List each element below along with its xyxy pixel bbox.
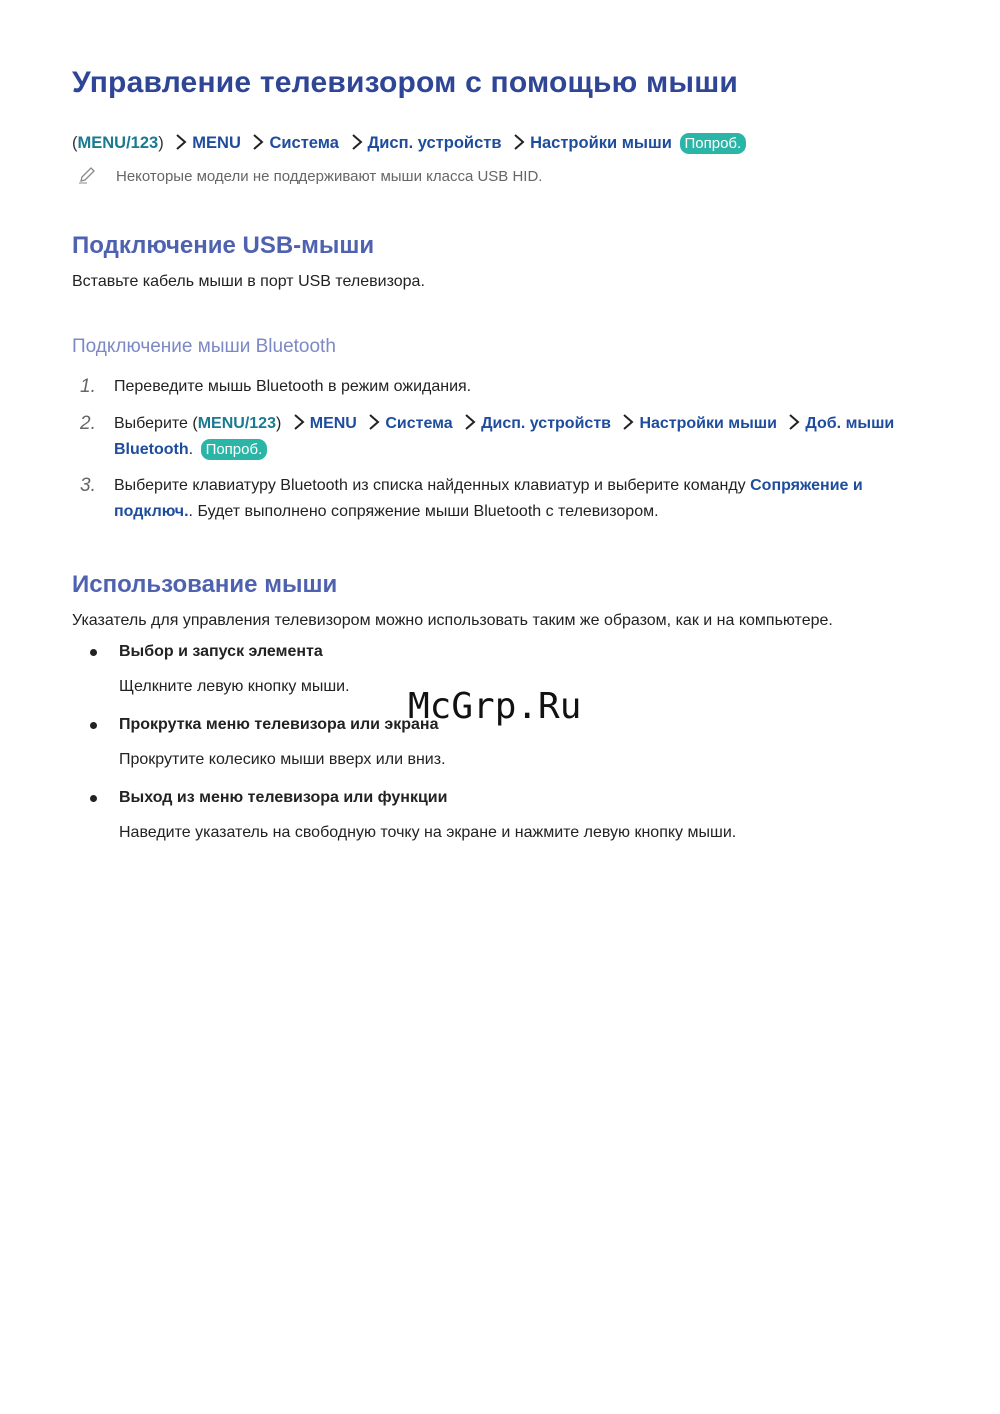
chevron-right-icon xyxy=(251,134,265,150)
step-text: Переведите мышь Bluetooth в режим ожидания. xyxy=(114,378,472,395)
usb-heading: Подключение USB-мыши xyxy=(72,232,375,259)
bullet-title: Выбор и запуск элемента xyxy=(119,643,323,660)
path-system[interactable]: Система xyxy=(269,134,339,152)
try-now-badge[interactable]: Попроб. xyxy=(680,133,747,154)
step-number: 1. xyxy=(80,376,96,397)
path-menu[interactable]: MENU xyxy=(192,134,241,152)
step-text xyxy=(114,411,924,463)
bt-heading: Подключение мыши Bluetooth xyxy=(72,336,336,357)
chevron-right-icon xyxy=(174,134,188,150)
path-devices[interactable]: Дисп. устройств xyxy=(481,415,611,432)
bullet-title: Прокрутка меню телевизора или экрана xyxy=(119,716,439,733)
try-now-badge[interactable]: Попроб. xyxy=(201,439,268,460)
use-heading: Использование мыши xyxy=(72,571,338,598)
pencil-note-icon xyxy=(78,166,96,184)
path-menu123[interactable]: MENU/123 xyxy=(77,134,159,152)
chevron-right-icon xyxy=(787,414,801,430)
pair-connect-link-1[interactable]: Сопряжение и xyxy=(750,477,863,494)
bullet-title: Выход из меню телевизора или функции xyxy=(119,789,448,806)
path-open-paren: ( xyxy=(72,134,78,152)
usb-text: Вставьте кабель мыши в порт USB телевизора. xyxy=(72,273,425,290)
bullet-dot xyxy=(90,722,97,729)
bullet-dot xyxy=(90,649,97,656)
use-text: Указатель для управления телевизором можно использовать таким же образом, как и на компьютере. xyxy=(72,612,833,629)
note-text: Некоторые модели не поддерживают мыши класса USB HID. xyxy=(116,168,543,185)
step-2 xyxy=(80,411,920,471)
bullet-desc: Наведите указатель на свободную точку на экране и нажмите левую кнопку мыши. xyxy=(119,824,737,841)
bullet-desc: Щелкните левую кнопку мыши. xyxy=(119,678,350,695)
path-system[interactable]: Система xyxy=(385,415,453,432)
path-devices[interactable]: Дисп. устройств xyxy=(367,134,502,152)
step-number: 2. xyxy=(80,413,96,434)
chevron-right-icon xyxy=(621,414,635,430)
menu-path xyxy=(72,133,746,154)
path-menu[interactable]: MENU xyxy=(309,415,357,432)
path-mouse-settings[interactable]: Настройки мыши xyxy=(530,134,672,152)
path-add-bt-mouse-2[interactable]: Bluetooth xyxy=(114,441,189,458)
chevron-right-icon xyxy=(512,134,526,150)
chevron-right-icon xyxy=(463,414,477,430)
step-text-after: . Будет выполнено сопряжение мыши Bluetooth с телевизором. xyxy=(188,503,659,520)
step-3 xyxy=(80,473,920,533)
bullet-desc: Прокрутите колесико мыши вверх или вниз. xyxy=(119,751,446,768)
note xyxy=(72,166,542,185)
step-number: 3. xyxy=(80,475,96,496)
pair-connect-link-2[interactable]: подключ. xyxy=(114,503,189,520)
step-period: . xyxy=(188,441,194,458)
path-mouse-settings[interactable]: Настройки мыши xyxy=(639,415,777,432)
chevron-right-icon xyxy=(350,134,364,150)
bullet-dot xyxy=(90,795,97,802)
path-add-bt-mouse-1[interactable]: Доб. мыши xyxy=(805,415,895,432)
chevron-right-icon xyxy=(292,414,306,430)
step-prefix: Выберите ( xyxy=(114,415,198,432)
path-menu123[interactable]: MENU/123 xyxy=(197,415,276,432)
step-text-before: Выберите клавиатуру Bluetooth из списка найденных клавиатур и выберите команду xyxy=(114,477,751,494)
chevron-right-icon xyxy=(367,414,381,430)
path-close-paren: ) xyxy=(158,134,164,152)
page-title: Управление телевизором с помощью мыши xyxy=(72,66,739,99)
watermark: McGrp.Ru xyxy=(408,686,582,727)
path-close-paren: ) xyxy=(275,415,282,432)
step-text xyxy=(114,473,924,525)
